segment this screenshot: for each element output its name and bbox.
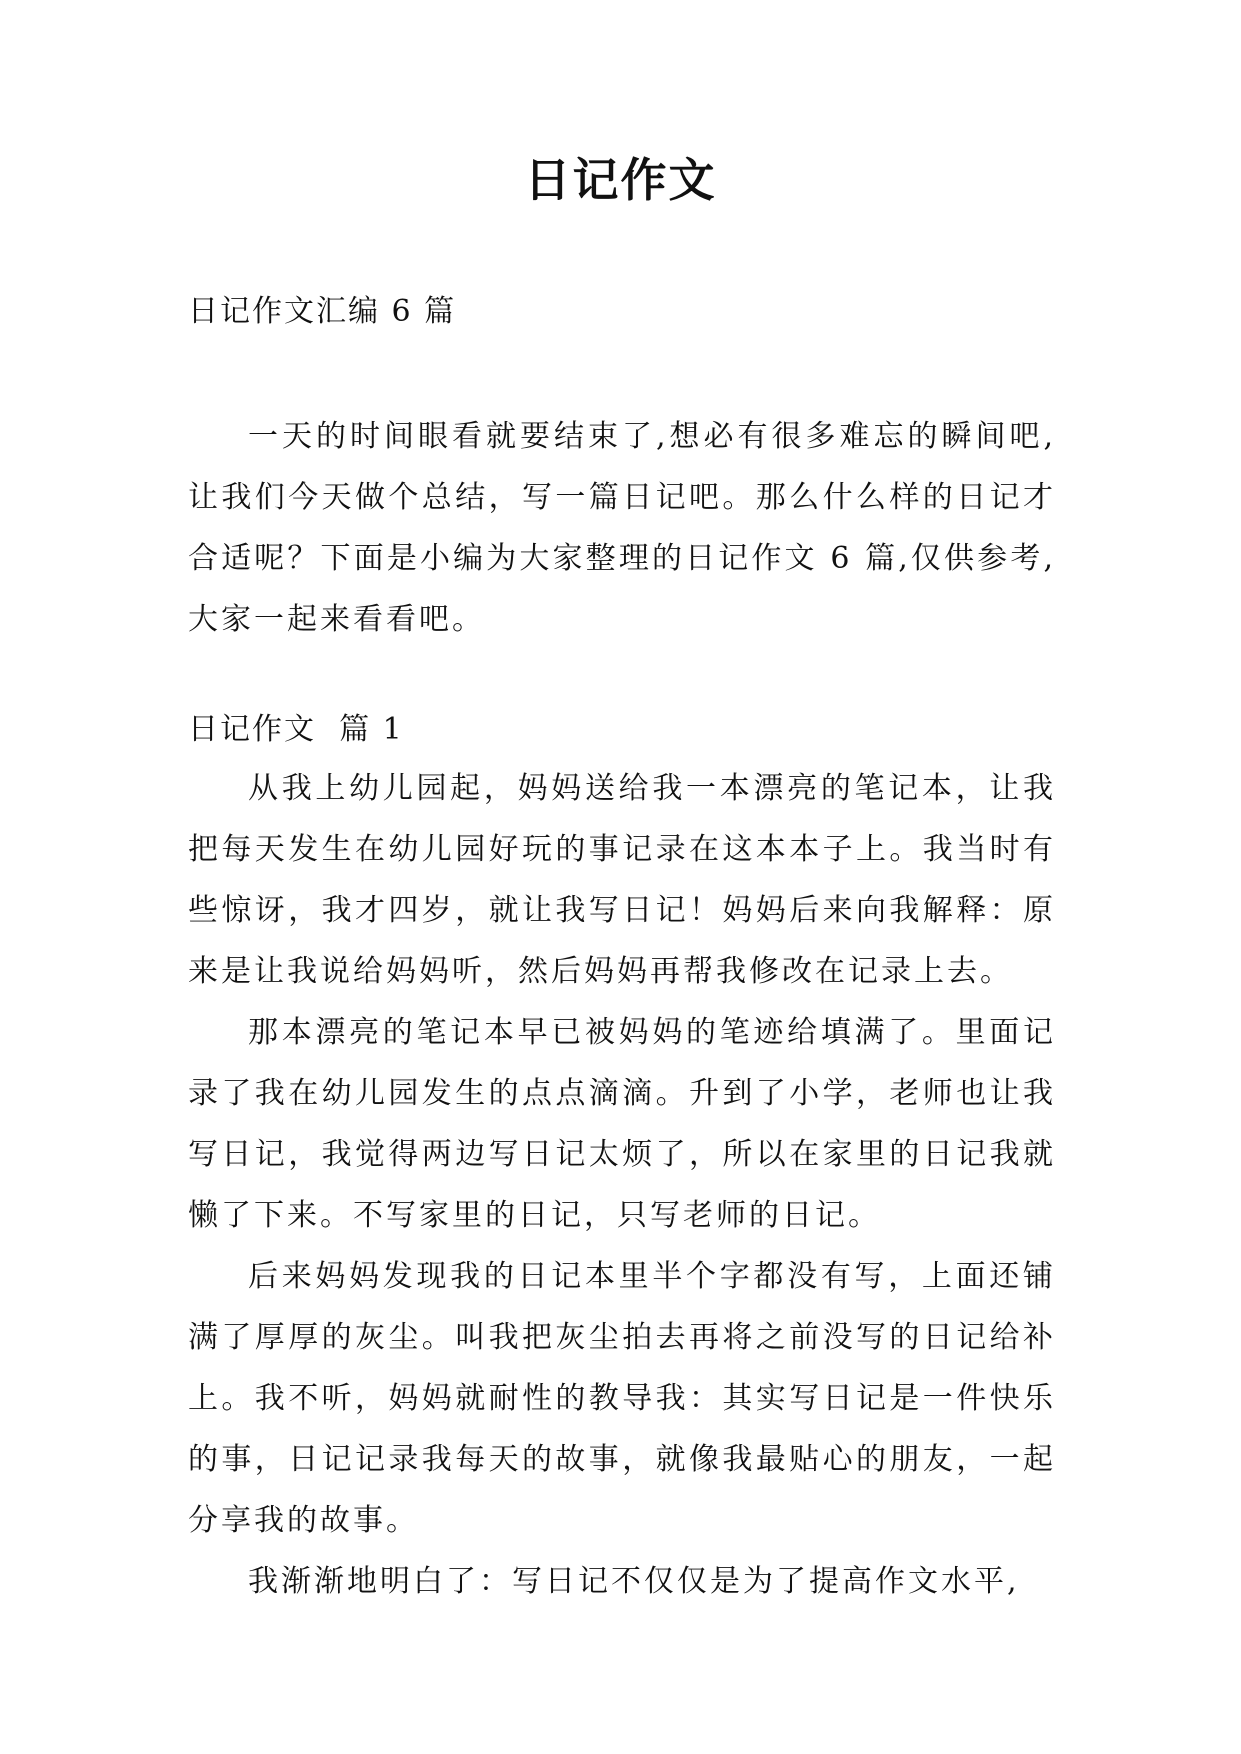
page-title: 日记作文 [524, 153, 717, 207]
document-subtitle: 日记作文汇编 6 篇 [188, 294, 457, 329]
section-heading: 日记作文 篇 1 [188, 712, 404, 747]
body-paragraph-2: 那本漂亮的笔记本早已被妈妈的笔迹给填满了。里面记录了我在幼儿园发生的点点滴滴。升到了小学，老师也让我写日记，我觉得两边写日记太烦了，所以在家里的日记我就懒了下来。不写家里的日记，只写老师的日记。 [188, 1015, 1056, 1233]
body-paragraph-1: 从我上幼儿园起，妈妈送给我一本漂亮的笔记本，让我把每天发生在幼儿园好玩的事记录在这本本子上。我当时有些惊讶，我才四岁，就让我写日记！妈妈后来向我解释：原来是让我说给妈妈听，然后妈妈再帮我修改在记录上去。 [188, 771, 1056, 989]
intro-paragraph: 一天的时间眼看就要结束了,想必有很多难忘的瞬间吧,让我们今天做个总结，写一篇日记吧。那么什么样的日记才合适呢？下面是小编为大家整理的日记作文 6 篇,仅供参考,大家一起来看看吧。 [188, 419, 1056, 637]
body-paragraph-3: 后来妈妈发现我的日记本里半个字都没有写，上面还铺满了厚厚的灰尘。叫我把灰尘拍去再将之前没写的日记给补上。我不听，妈妈就耐性的教导我：其实写日记是一件快乐的事，日记记录我每天的故事，就像我最贴心的朋友，一起分享我的故事。 [188, 1259, 1056, 1538]
document-body [188, 290, 1056, 1612]
body-paragraph-4: 我渐渐地明白了：写日记不仅仅是为了提高作文水平, [248, 1564, 1020, 1599]
